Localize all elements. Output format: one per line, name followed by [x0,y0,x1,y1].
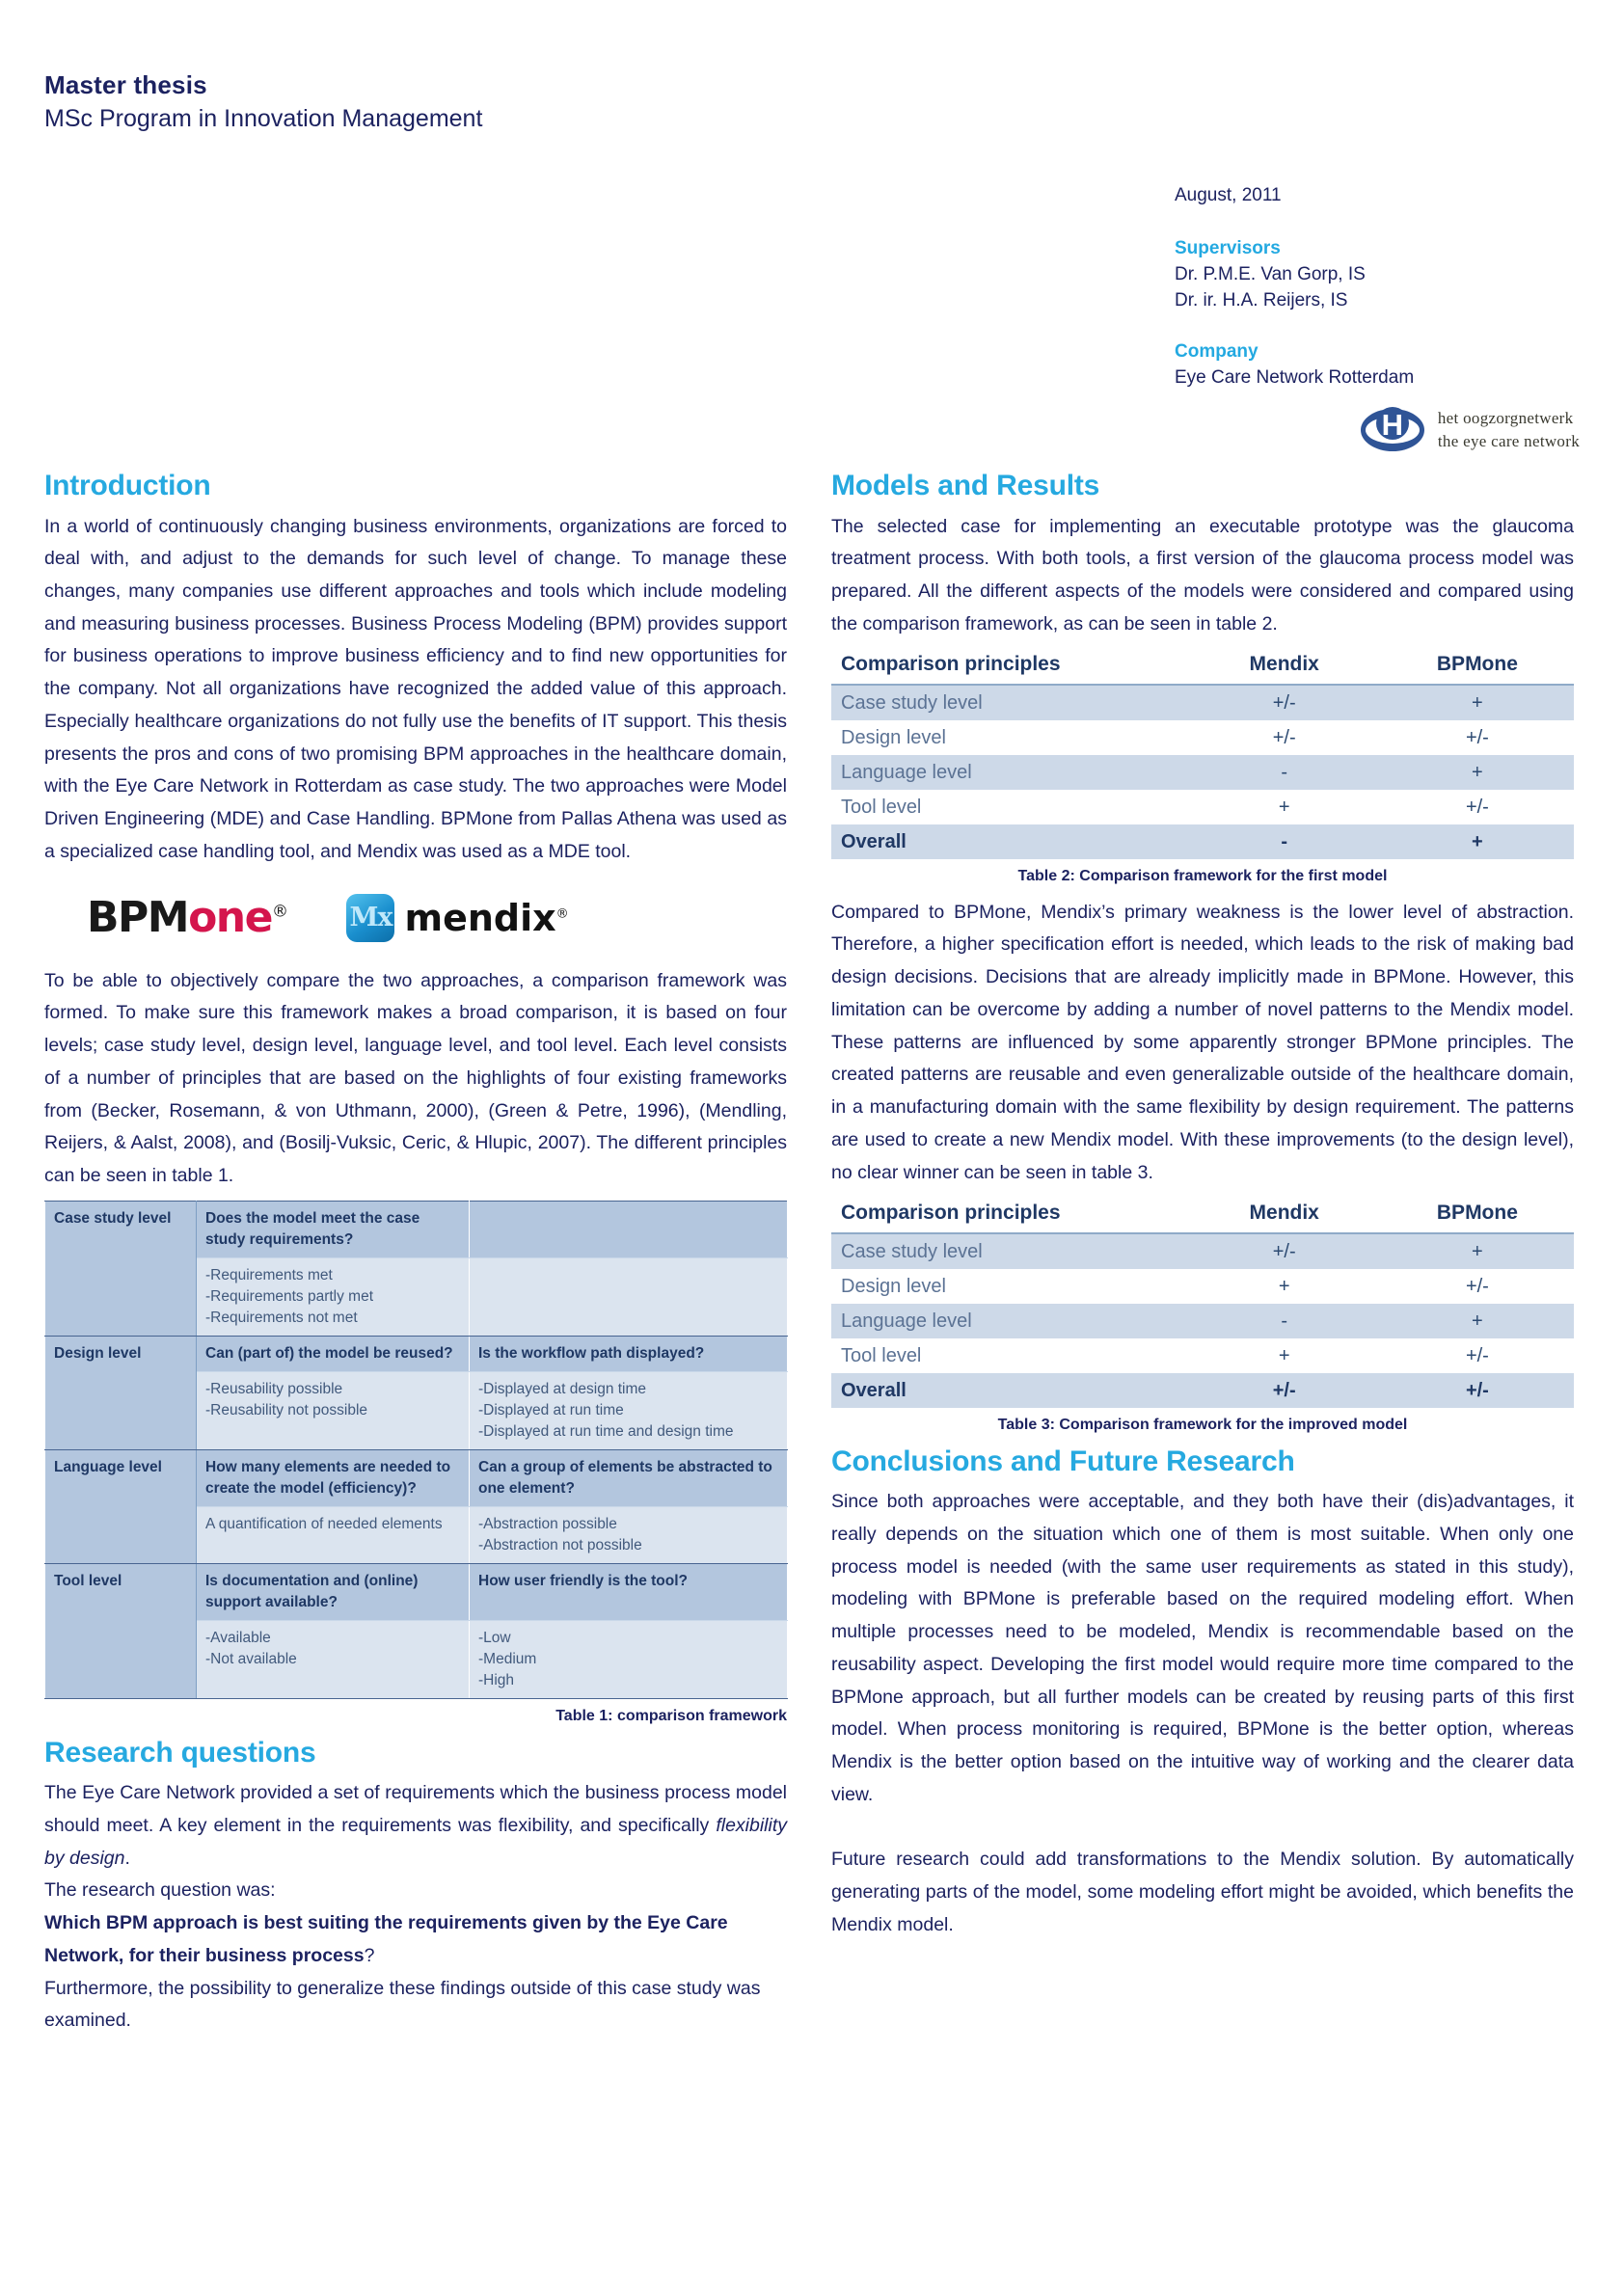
models-paragraph-2: Compared to BPMone, Mendix’s primary weakness is the lower level of abstraction. Therefore, a higher specification effort is needed, which leads to the risk of making bad design decisions. Decisions that are already implicitly made in BPMone. However, this limitation can be overcome by adding a number of novel patterns to the Mendix model. These patterns are influenced by some apparently stronger BPMone principles. The created patterns are reusable and even generalizable outside of the healthcare domain, in a manufacturing domain with the same flexibility by design requirement. The patterns are used to create a new Mendix model. With these improvements (to the design level), no clear winner can be seen in table 3. [831,901,1574,1183]
framework-question-b [470,1201,788,1257]
framework-option: -Medium [478,1650,537,1667]
principle-name: Case study level [831,685,1188,720]
framework-option: -Displayed at design time [478,1380,647,1397]
principle-name: Design level [841,1275,946,1297]
table-row-overall [831,824,1574,859]
table-row-overall [831,1373,1574,1408]
mendix-registered-icon: ® [555,905,569,921]
framework-level-name: Language level [45,1449,197,1563]
principle-name: Tool level [841,796,922,818]
bpmone-score: + [1381,755,1574,790]
framework-level-name: Design level [45,1336,197,1449]
principle-name: Case study level [831,1233,1188,1269]
framework-option: -Low [478,1629,511,1646]
framework-options-b [470,1371,788,1449]
framework-question-a: Can (part of) the model be reused? [197,1336,470,1371]
mendix-mark-icon: Mx [346,894,394,942]
table-row [831,685,1574,720]
bpmone-registered-icon: ® [271,901,287,921]
column-header-mendix: Mendix [1188,1195,1381,1232]
bpmone-logo-part1: BPM [87,892,189,942]
column-header-bpmone: BPMone [1381,1195,1574,1232]
mendix-wordmark [404,896,569,939]
framework-option: -Reusability not possible [205,1401,368,1418]
principle-name: Design level [841,726,946,748]
framework-option: -Available [205,1629,271,1646]
framework-question-a: Is documentation and (online) support available? [197,1563,470,1620]
framework-option: A quantification of needed elements [205,1515,443,1532]
tool-logos [87,884,787,952]
framework-level-name: Case study level [45,1201,197,1336]
research-paragraph-3: Furthermore, the possibility to generalize these findings outside of this case study was examined. [44,1977,761,2032]
framework-options-a [197,1371,470,1449]
logo-monogram: H [1381,408,1404,442]
framework-question-a: Does the model meet the case study requirements? [197,1201,470,1257]
framework-options-a [197,1257,470,1336]
document-meta [1175,183,1580,417]
table-row [831,1269,1574,1304]
table-row [45,1563,788,1620]
supervisor-2: Dr. ir. H.A. Reijers, IS [1175,289,1348,311]
right-column [831,470,1574,1942]
framework-table [44,1201,788,1699]
table-header-row [831,1195,1574,1232]
table-row [831,1233,1574,1269]
framework-option: -Requirements not met [205,1309,358,1326]
framework-options-b [470,1506,788,1563]
column-header-bpmone: BPMone [1381,646,1574,684]
mendix-score-overall: - [1188,824,1381,859]
research-question-statement [44,1907,787,1972]
research-question-mark: ? [364,1944,375,1966]
section-heading-introduction: Introduction [44,470,211,501]
eye-logo-icon [1361,405,1424,455]
framework-option: -Displayed at run time and design time [478,1422,734,1440]
bpmone-score: + [1381,685,1574,720]
research-paragraph-1-a: The Eye Care Network provided a set of requirements which the business process model should meet. A key element in the requirements was flexibility, and specifically [44,1782,787,1836]
logo-line-en: the eye care network [1437,432,1580,450]
framework-question-a: How many elements are needed to create the model (efficiency)? [197,1449,470,1506]
framework-question-b: Is the workflow path displayed? [470,1336,788,1371]
mendix-logo [346,894,568,942]
column-header-principles: Comparison principles [831,1195,1188,1232]
framework-option: -Requirements partly met [205,1287,374,1305]
framework-options-a [197,1506,470,1563]
mendix-score: + [1278,1344,1290,1366]
column-header-principles: Comparison principles [831,646,1188,684]
bpmone-score: +/- [1465,726,1489,748]
company-name: Eye Care Network Rotterdam [1175,366,1415,388]
mendix-score: + [1278,796,1290,818]
bpmone-score: + [1381,1233,1574,1269]
section-heading-models-and-results: Models and Results [831,470,1100,501]
bpmone-logo [87,892,287,942]
table-row [831,790,1574,824]
mendix-score: +/- [1188,685,1381,720]
table-row [45,1449,788,1506]
mendix-wordmark-text: mendix [404,896,556,939]
document-title: Master thesis [44,70,207,99]
research-question-bold: Which BPM approach is best suiting the requirements given by the Eye Care Network, for their business process [44,1912,728,1966]
document-subtitle: MSc Program in Innovation Management [44,104,483,132]
mendix-score-overall: +/- [1188,1373,1381,1408]
conclusions-paragraph-1: Since both approaches were acceptable, and they both have their (dis)advantages, it really depends on the situation which one of them is most suitable. When only one process model is needed (with the same user requirements as stated in this study), modeling with BPMone is preferable based on the required modeling effort. When multiple processes need to be modeled, Mendix is recommendable based on the reusability aspect. Developing the first model would require more time compared to the BPMone approach, but all further models can be created by reusing parts of this first model. When process monitoring is required, BPMone is the better option, whereas Mendix is the better option based on the intuitive way of working and the clearer data view. [831,1491,1574,1805]
bpmone-score: +/- [1465,1344,1489,1366]
bpmone-score-overall: +/- [1381,1373,1574,1408]
framework-question-b: How user friendly is the tool? [470,1563,788,1620]
research-emphasis: flexibility by design [44,1814,787,1869]
supervisors-group [1175,236,1580,314]
framework-option: -Not available [205,1650,297,1667]
research-paragraph-1-b: . [124,1847,130,1869]
logo-line-nl: het oogzorgnetwerk [1437,408,1574,427]
framework-options-b [470,1257,788,1336]
table-row [831,755,1574,790]
framework-option: -Reusability possible [205,1380,343,1397]
mendix-score: - [1188,755,1381,790]
bpmone-score: + [1381,1304,1574,1338]
framework-table-caption: Table 1: comparison framework [555,1707,787,1724]
principle-name: Language level [831,755,1188,790]
document-header [44,69,1009,134]
table-row [45,1201,788,1257]
left-column [44,470,787,2038]
table-row [831,1304,1574,1338]
framework-option: -Requirements met [205,1266,333,1283]
framework-level-name: Tool level [45,1563,197,1698]
framework-options-b [470,1620,788,1698]
section-heading-conclusions: Conclusions and Future Research [831,1445,1295,1477]
publication-date: August, 2011 [1175,185,1282,205]
table-row [45,1336,788,1371]
bpmone-score-overall: + [1381,824,1574,859]
framework-option: -Abstraction not possible [478,1536,642,1553]
column-header-mendix: Mendix [1188,646,1381,684]
mendix-score: +/- [1272,726,1296,748]
framework-question-b: Can a group of elements be abstracted to one element? [470,1449,788,1506]
section-heading-research-questions: Research questions [44,1736,316,1769]
comparison-table-3-caption: Table 3: Comparison framework for the improved model [997,1416,1408,1433]
conclusions-paragraph-2: Future research could add transformations to the Mendix solution. By automatically generating parts of the model, some modeling effort might be avoided, which benefits the Mendix model. [831,1849,1574,1935]
company-group [1175,339,1580,392]
comparison-table-first-model [831,646,1574,858]
comparison-table-improved-model [831,1195,1574,1407]
supervisors-label: Supervisors [1175,237,1281,258]
framework-option: -High [478,1671,515,1688]
intro-paragraph-1: In a world of continuously changing business environments, organizations are forced to deal with, and adjust to the demands for such level of change. To manage these changes, many companies use different approaches and tools which include modeling and measuring business processes. Business Process Modeling (BPM) provides support for business operations to improve business efficiency and to find new opportunities for the company. Not all organizations have recognized the added value of this approach. Especially healthcare organizations do not fully use the benefits of IT support. This thesis presents the pros and cons of two promising BPM approaches in the healthcare domain, with the Eye Care Network in Rotterdam as case study. The two approaches were Model Driven Engineering (MDE) and Case Handling. BPMone from Pallas Athena was used as a specialized case handling tool, and Mendix was used as a MDE tool. [44,515,787,862]
mendix-score: - [1188,1304,1381,1338]
research-paragraph-2: The research question was: [44,1879,276,1902]
research-paragraph-1 [44,1777,787,1875]
comparison-table-2-caption: Table 2: Comparison framework for the first model [1017,867,1388,884]
principle-name: Tool level [841,1344,922,1366]
framework-option: -Displayed at run time [478,1401,624,1418]
principle-name-overall: Overall [831,824,1188,859]
mendix-score: +/- [1188,1233,1381,1269]
framework-options-a [197,1620,470,1698]
table-row [831,720,1574,755]
supervisor-1: Dr. P.M.E. Van Gorp, IS [1175,263,1366,284]
framework-option: -Abstraction possible [478,1515,617,1532]
models-paragraph-1: The selected case for implementing an executable prototype was the glaucoma treatment process. With both tools, a first version of the glaucoma process model was prepared. All the different aspects of the models were considered and compared using the comparison framework, as can be seen in table 2. [831,515,1574,635]
company-logo [1361,405,1580,455]
principle-name: Language level [831,1304,1188,1338]
table-header-row [831,646,1574,684]
company-label: Company [1175,340,1259,362]
table-row [831,1338,1574,1373]
bpmone-score: +/- [1465,796,1489,818]
logo-wordmark [1438,407,1580,453]
principle-name-overall: Overall [831,1373,1188,1408]
intro-paragraph-2: To be able to objectively compare the two approaches, a comparison framework was formed. To make sure this framework makes a broad comparison, it is based on four levels; case study level, design level, language level, and tool level. Each level consists of a number of principles that are based on the highlights of four existing frameworks from (Becker, Rosemann, & von Uthmann, 2000), (Green & Petre, 1996), (Mendling, Reijers, & Aalst, 2008), and (Bosilj-Vuksic, Ceric, & Hlupic, 2007). The different principles can be seen in table 1. [44,969,787,1186]
mendix-score: + [1278,1275,1290,1297]
bpmone-logo-part2: one [188,892,272,942]
bpmone-score: +/- [1465,1275,1489,1297]
